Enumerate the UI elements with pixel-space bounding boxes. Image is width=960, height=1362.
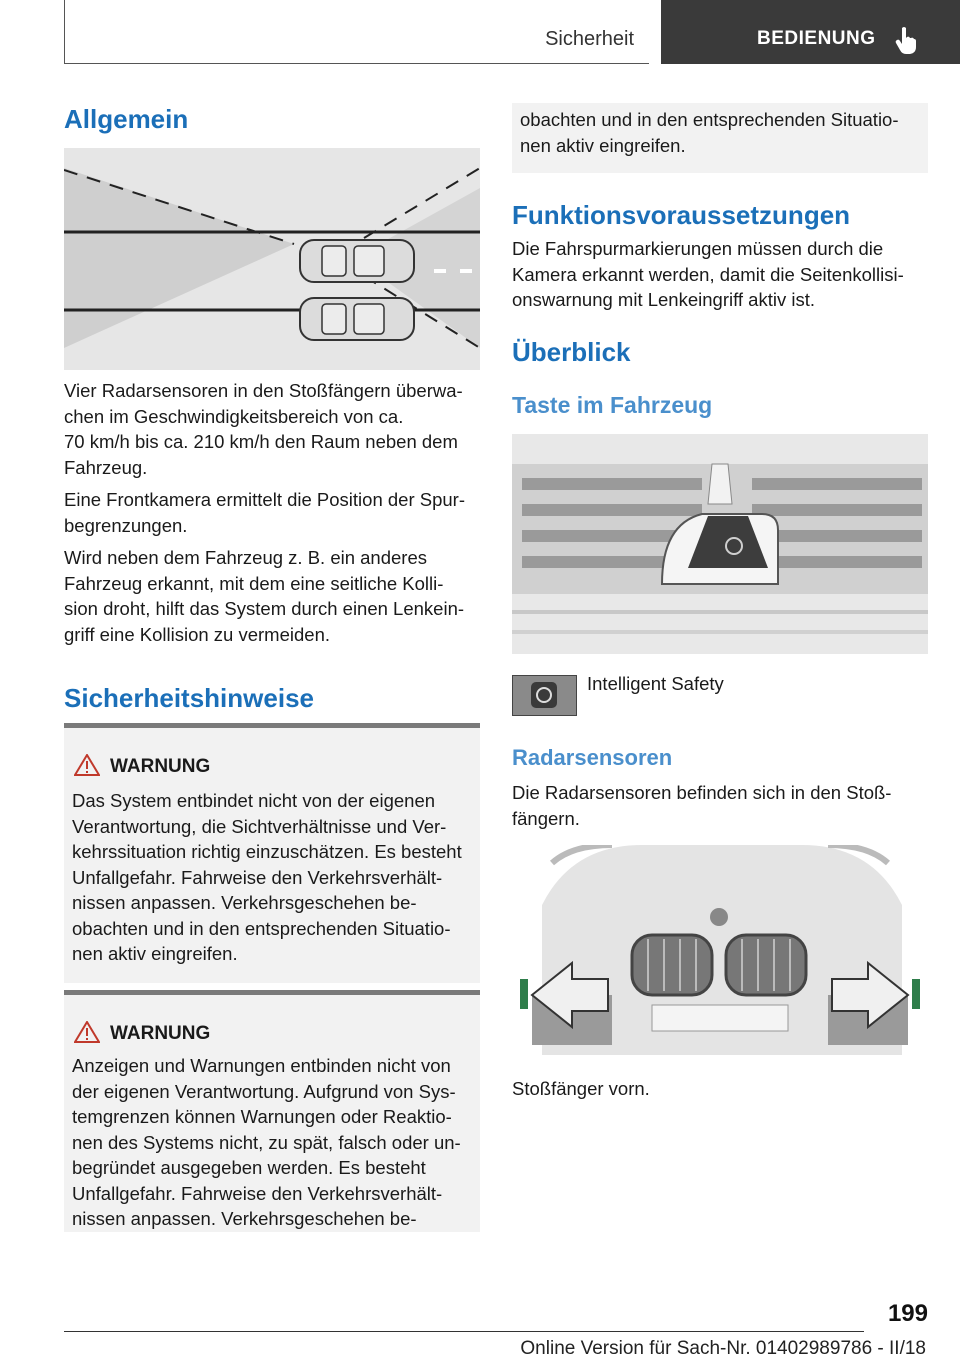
paragraph-radarsensoren <box>512 780 932 831</box>
heading-funktionsvoraussetzungen: Funktionsvoraussetzungen <box>512 200 851 230</box>
text-line: Wird neben dem Fahrzeug z. B. ein anderes <box>64 547 427 568</box>
header-tab-label: BEDIENUNG <box>757 28 876 49</box>
text-line: fängern. <box>512 807 580 829</box>
text-line: nen aktiv eingreifen. <box>520 134 686 156</box>
intelligent-safety-icon <box>513 676 576 715</box>
figure-lane-radar <box>64 148 480 370</box>
text-line: Die Radarsensoren befinden sich in den Stoß- <box>512 782 892 803</box>
warning-box-2 <box>64 990 480 1232</box>
page-number: 199 <box>887 1300 928 1327</box>
text-line: griff eine Kollision zu vermeiden. <box>64 623 330 645</box>
text-line: Unfallgefahr. Fahrweise den Verkehrsverhält- <box>72 1182 443 1204</box>
warning-box-1 <box>64 723 480 983</box>
text-line: nissen anpassen. Verkehrsgeschehen be- <box>72 1208 417 1229</box>
figure-button-in-vehicle <box>512 434 928 654</box>
paragraph-frontkamera <box>64 487 484 538</box>
text-line: Anzeigen und Warnungen entbinden nicht von <box>72 1055 451 1076</box>
heading-radarsensoren: Radarsensoren <box>512 745 673 770</box>
header-section-title: Sicherheit <box>545 28 634 50</box>
text-line: obachten und in den entsprechenden Situatio- <box>520 109 899 130</box>
text-line: onswarnung mit Lenkeingriff aktiv ist. <box>512 289 816 310</box>
text-line: Vier Radarsensoren in den Stoßfängern überwa- <box>64 380 463 401</box>
text-line: sion droht, hilft das System durch einen Lenkein- <box>64 598 465 619</box>
intelligent-safety-button-thumbnail <box>512 675 577 716</box>
text-line: nen des Systems nicht, zu spät, falsch oder un- <box>72 1131 461 1153</box>
figure-caption: Stoßfänger vorn. <box>512 1078 650 1099</box>
text-line: Eine Frontkamera ermittelt die Position der Spur- <box>64 489 466 510</box>
text-line: obachten und in den entsprechenden Situatio- <box>72 917 451 939</box>
warning-triangle-icon <box>74 754 100 776</box>
heading-sicherheitshinweise: Sicherheitshinweise <box>64 683 314 713</box>
heading-allgemein: Allgemein <box>64 104 189 134</box>
paragraph-funktionsvoraussetzungen <box>512 236 932 313</box>
paragraph-radar-description <box>64 378 484 480</box>
text-line: temgrenzen können Warnungen oder Reaktio- <box>72 1106 452 1127</box>
text-line: 70 km/h bis ca. 210 km/h den Raum neben dem <box>64 431 458 452</box>
text-line: Fahrzeug erkannt, mit dem eine seitliche Kolli- <box>64 572 444 594</box>
text-line: Die Fahrspurmarkierungen müssen durch die <box>512 238 884 259</box>
text-line: kehrssituation richtig einzuschätzen. Es besteht <box>72 841 462 862</box>
text-line: chen im Geschwindigkeitsbereich von ca. <box>64 405 404 427</box>
header-underline <box>64 63 649 64</box>
button-label: Intelligent Safety <box>587 673 724 694</box>
footer-divider <box>64 1331 864 1332</box>
pointing-hand-icon <box>894 26 918 54</box>
paragraph-lenkeingriff <box>64 545 484 647</box>
figure-front-bumper <box>512 845 928 1067</box>
text-line: der eigenen Verantwortung. Aufgrund von Sys- <box>72 1080 456 1102</box>
warning-title: WARNUNG <box>110 756 211 777</box>
warning-text <box>72 1053 478 1232</box>
heading-ueberblick: Überblick <box>512 337 631 367</box>
text-line: Verantwortung, die Sichtverhältnisse und Ver- <box>72 815 447 837</box>
text-line: Kamera erkannt werden, damit die Seitenkollisi- <box>512 263 904 285</box>
text-line: nen aktiv eingreifen. <box>72 943 238 964</box>
warning-triangle-icon <box>74 1021 100 1043</box>
text-line: begrenzungen. <box>64 514 188 536</box>
text-line: Unfallgefahr. Fahrweise den Verkehrsverhält- <box>72 866 443 888</box>
warning-title: WARNUNG <box>110 1023 211 1044</box>
warning-text-continued <box>520 107 926 158</box>
text-line: Das System entbindet nicht von der eigenen <box>72 790 436 811</box>
heading-taste-im-fahrzeug: Taste im Fahrzeug <box>512 392 713 418</box>
text-line: Fahrzeug. <box>64 456 148 478</box>
warning-box-continued <box>512 103 928 173</box>
warning-text <box>72 788 478 967</box>
text-line: nissen anpassen. Verkehrsgeschehen be- <box>72 892 417 913</box>
text-line: begründet ausgegeben werden. Es besteht <box>72 1157 426 1178</box>
footer-version-text: Online Version für Sach-Nr. 01402989786 - II/18 <box>520 1338 926 1359</box>
